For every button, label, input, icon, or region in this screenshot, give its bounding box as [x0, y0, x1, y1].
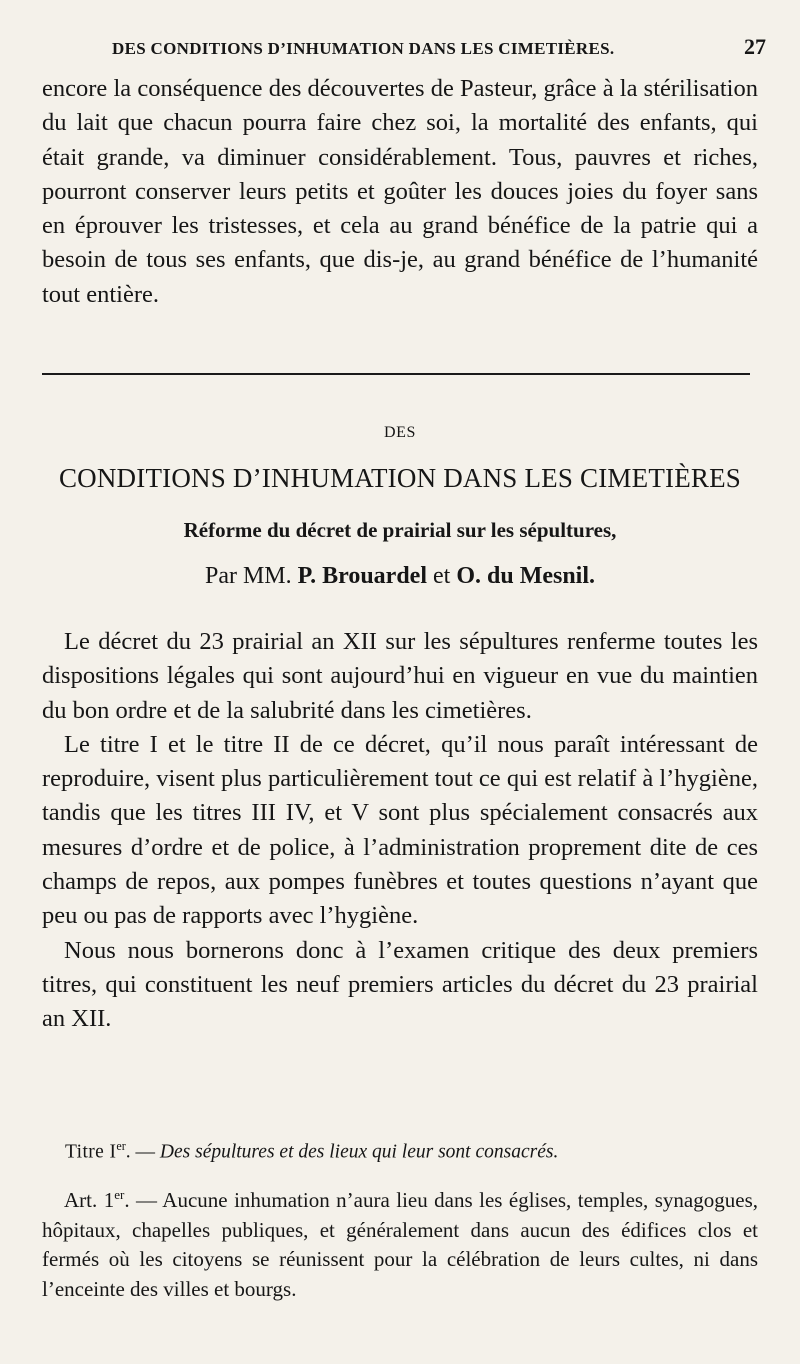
page-number: 27	[744, 34, 766, 59]
body-text	[42, 625, 758, 1037]
running-head-title: DES CONDITIONS D’INHUMATION DANS LES CIMETIÈRES.	[112, 39, 615, 58]
article-1-label-sup: er	[114, 1187, 125, 1202]
body-paragraph-2: Le titre I et le titre II de ce décret, qu’il nous paraît intéressant de reproduire, visent plus particulièrement tout ce qui est relatif à l’hygiène, tandis que les titres III IV, et V sont plus spécialement consacrés aux mesures d’ordre et de police, à l’administration proprement dite de ces champs de repos, aux pompes funèbres et toutes questions n’ayant que peu ou pas de rapports avec l’hygiène.	[42, 730, 758, 930]
author-du-mesnil: O. du Mesnil.	[456, 563, 596, 589]
byline-and: et	[433, 563, 451, 589]
article-1-label: Art. 1	[64, 1188, 115, 1212]
body-paragraph-1: Le décret du 23 prairial an XII sur les sépultures renferme toutes les dispositions légales qui sont aujourd’hui en vigueur en vue du maintien du bon ordre et de la salubrité dans les cimetières.	[42, 628, 758, 724]
article-1-paragraph	[42, 1180, 758, 1304]
titre-text: Des sépultures et des lieux qui leur sont consacrés.	[159, 1141, 559, 1163]
titre-label-sup: er	[116, 1139, 126, 1153]
titre-label: Titre I	[65, 1141, 117, 1163]
article-1-text: . — Aucune inhumation n’aura lieu dans les églises, temples, synagogues, hôpitaux, chapelles publiques, et généralement dans aucun des édifices clos et fermés où les citoyens se réunissent pour la célébration de leurs cultes, ni dans l’enceinte des villes et bourgs.	[42, 1188, 758, 1301]
body-paragraph-3: Nous nous bornerons donc à l’examen critique des deux premiers titres, qui constituent les neuf premiers articles du décret du 23 prairial an XII.	[42, 936, 758, 1033]
author-brouardel: P. Brouardel	[297, 563, 427, 589]
article-byline	[0, 563, 800, 590]
article-kicker: DES	[383, 424, 417, 441]
continuation-block	[42, 72, 758, 312]
section-divider	[42, 373, 750, 375]
titre-heading	[65, 1139, 765, 1164]
continuation-paragraph: encore la conséquence des découvertes de Pasteur, grâce à la stérilisation du lait que chacun pourra faire chez soi, la mortalité des enfants, qui était grande, va diminuer considérablement. Tous, pauvres et riches, pourront conserver leurs petits et goûter les douces joies du foyer sans en éprouver les tristesses, et cela au grand bénéfice de la patrie qui a besoin de tous ses enfants, que dis-je, au grand bénéfice de l’humanité tout entière.	[42, 75, 758, 308]
running-head	[112, 34, 766, 58]
article-title: CONDITIONS D’INHUMATION DANS LES CIMETIÈRES	[58, 463, 742, 493]
article-1	[42, 1180, 758, 1304]
byline-prefix: Par MM.	[204, 563, 292, 589]
titre-dash: . —	[125, 1141, 156, 1163]
article-subtitle: Réforme du décret de prairial sur les sépultures,	[183, 518, 617, 542]
